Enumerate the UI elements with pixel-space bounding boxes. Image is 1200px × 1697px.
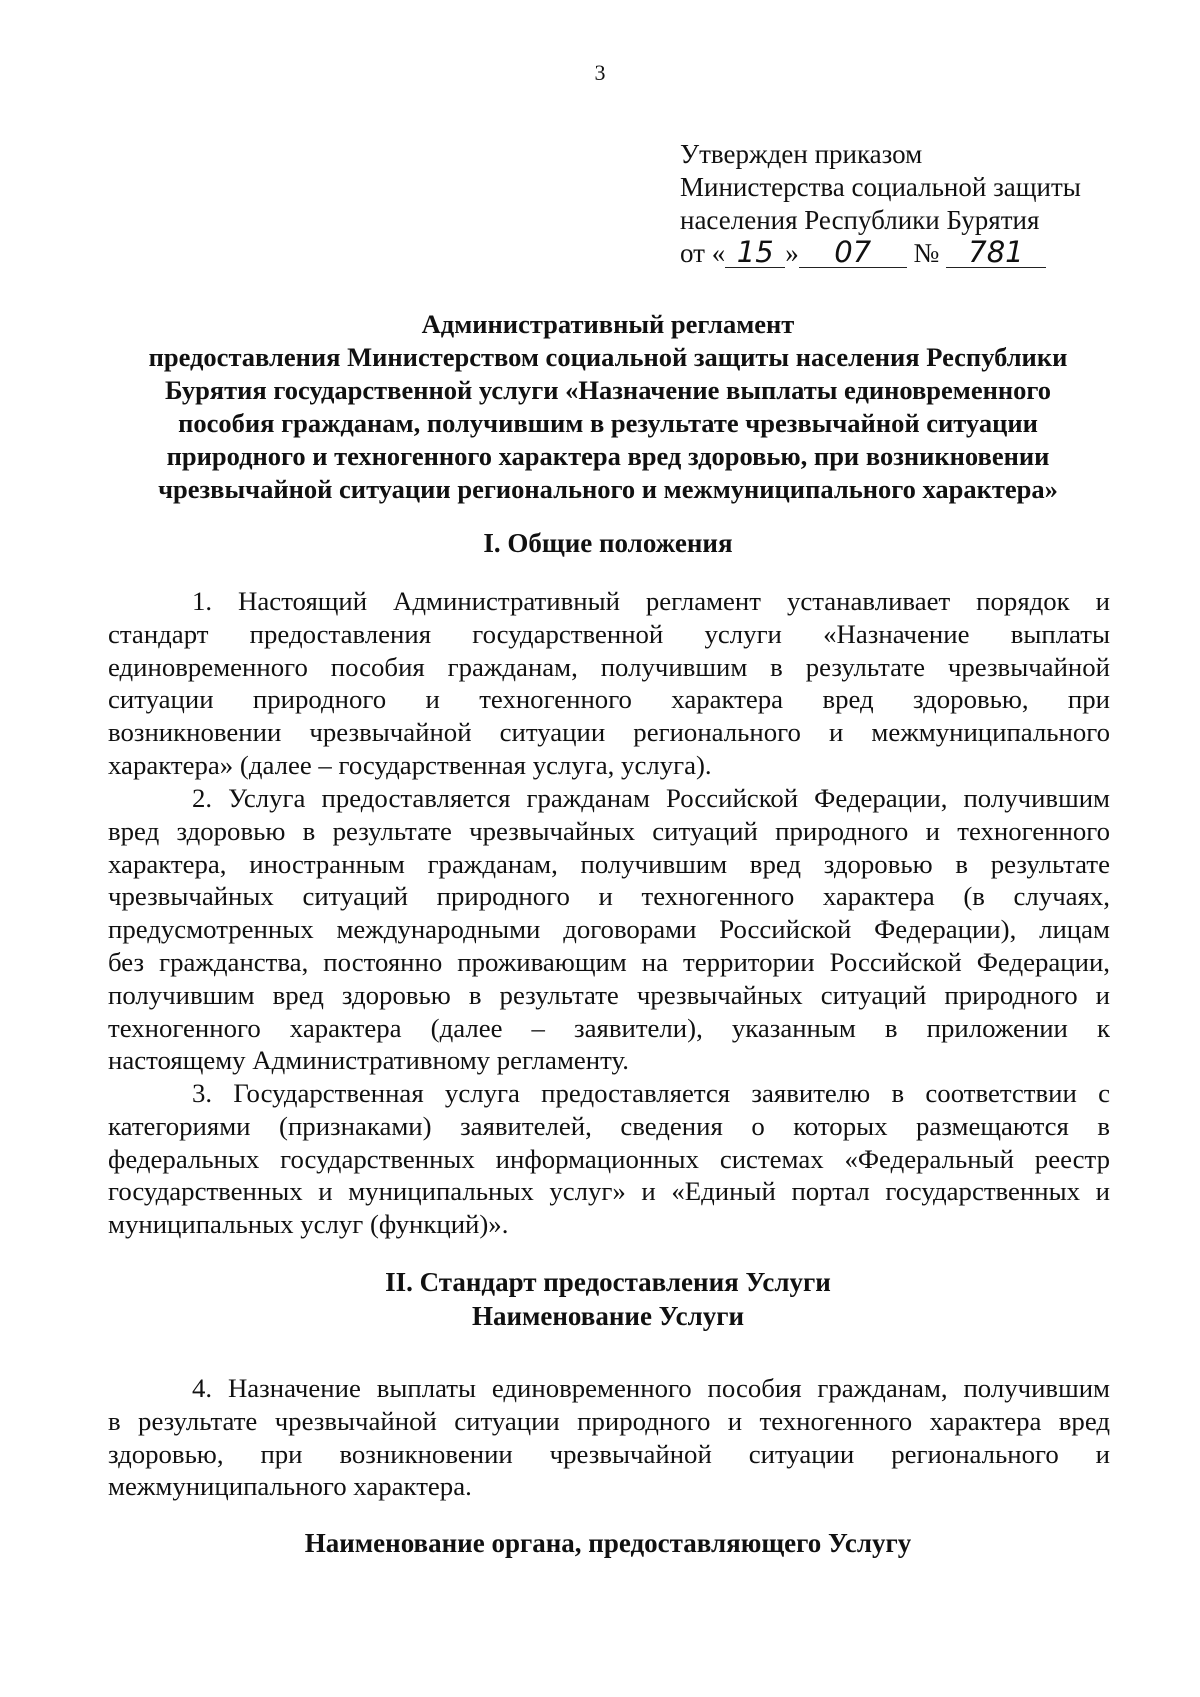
paragraph-line: 1. Настоящий Административный регламент устанавливает порядок и (192, 586, 1110, 616)
paragraph-line: стандарт предоставления государственной услуги «Назначение выплаты (108, 618, 1110, 649)
paragraph-line: вред здоровью в результате чрезвычайных ситуаций природного и техногенного (108, 815, 1110, 846)
date-mid: » (785, 238, 799, 268)
approval-line-2: Министерства социальной защиты (680, 172, 1081, 202)
title-line: предоставления Министерством социальной защиты населения Республики (148, 342, 1068, 372)
paragraph-line: межмуниципального характера. (108, 1471, 472, 1502)
paragraph-line: чрезвычайных ситуаций природного и техногенного характера (в случаях, (108, 881, 1110, 912)
paragraph-line: 2. Услуга предоставляется гражданам Российской Федерации, получившим (192, 783, 1110, 813)
approval-block (680, 138, 1140, 270)
paragraph-line: в результате чрезвычайной ситуации природного и техногенного характера вред (108, 1405, 1110, 1436)
title-line: Бурятия государственной услуги «Назначение выплаты единовременного (164, 375, 1052, 405)
paragraph-line: характера» (далее – государственная услуга, услуга). (108, 749, 712, 780)
document-title (108, 308, 1108, 506)
paragraph-line: единовременного пособия гражданам, получившим в результате чрезвычайной (108, 651, 1110, 682)
title-line: Административный регламент (421, 309, 795, 339)
paragraph-2 (108, 782, 1110, 1077)
date-prefix: от « (680, 238, 726, 268)
handwritten-day: 15 (725, 237, 785, 268)
section-heading-standard: II. Стандарт предоставления Услуги (385, 1267, 831, 1297)
title-line: чрезвычайной ситуации регионального и межмуниципального характера» (158, 474, 1058, 504)
paragraph-line: ситуации природного и техногенного характера вред здоровью, при (108, 684, 1110, 715)
number-sign: № (913, 238, 940, 268)
approval-line-1: Утвержден приказом (680, 139, 923, 169)
subheading-service-name: Наименование Услуги (471, 1301, 745, 1331)
paragraph-line: предусмотренных международными договорами Российской Федерации), лицам (108, 914, 1110, 945)
paragraph-line: без гражданства, постоянно проживающим на территории Российской Федерации, (108, 946, 1110, 977)
page-number: 3 (594, 60, 606, 85)
paragraph-line: настоящему Административному регламенту. (108, 1045, 629, 1076)
paragraph-line: категориями (признаками) заявителей, сведения о которых размещаются в (108, 1110, 1110, 1141)
title-line: природного и техногенного характера вред здоровью, при возникновении (166, 441, 1050, 471)
paragraph-line: техногенного характера (далее – заявители), указанным в приложении к (108, 1012, 1110, 1043)
paragraph-line: возникновении чрезвычайной ситуации регионального и межмуниципального (108, 717, 1110, 748)
handwritten-doc-number: 781 (946, 237, 1046, 268)
paragraph-line: характера, иностранным гражданам, получившим вред здоровью в результате (108, 848, 1110, 879)
paragraph-line: муниципальных услуг (функций)». (108, 1209, 509, 1240)
paragraph-4 (108, 1372, 1110, 1503)
handwritten-month: 07 (799, 237, 907, 268)
paragraph-line: федеральных государственных информационных системах «Федеральный реестр (108, 1143, 1110, 1174)
paragraph-line: 3. Государственная услуга предоставляется заявителю в соответствии с (192, 1078, 1110, 1108)
approval-line-3: населения Республики Бурятия (680, 205, 1040, 235)
paragraph-3 (108, 1077, 1110, 1241)
paragraph-1 (108, 585, 1110, 782)
paragraph-line: государственных и муниципальных услуг» и «Единый портал государственных и (108, 1176, 1110, 1207)
paragraph-line: здоровью, при возникновении чрезвычайной ситуации регионального и (108, 1438, 1110, 1469)
approval-date-line (680, 237, 1140, 270)
title-line: пособия гражданам, получившим в результате чрезвычайной ситуации (178, 408, 1038, 438)
section-heading-general: I. Общие положения (483, 528, 733, 558)
paragraph-line: 4. Назначение выплаты единовременного пособия гражданам, получившим (192, 1373, 1110, 1403)
paragraph-line: получившим вред здоровью в результате чрезвычайных ситуаций природного и (108, 979, 1110, 1010)
subheading-providing-body: Наименование органа, предоставляющего Услугу (304, 1528, 912, 1558)
